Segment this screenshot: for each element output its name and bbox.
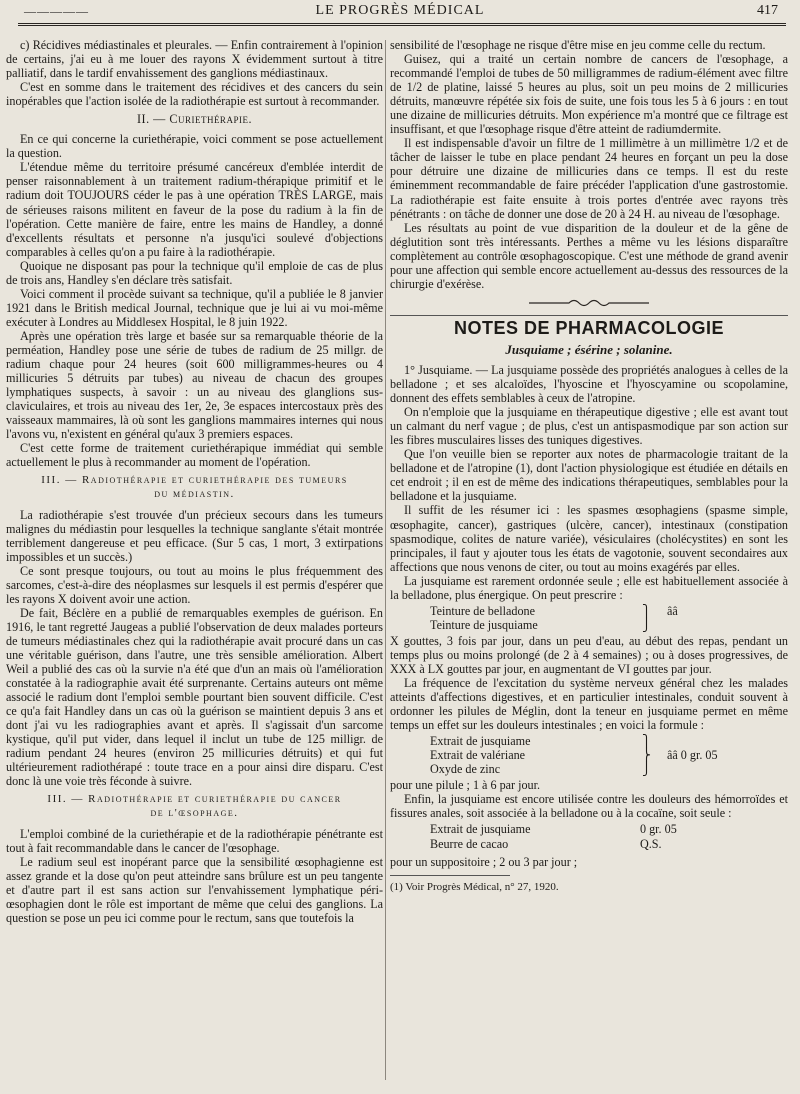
paragraph: Enfin, la jusquiame est encore utilisée contre les douleurs des hémorroïdes et fissures anales, soit associée à la belladone ou à la cocaïne, soit seule : xyxy=(390,792,788,821)
column-divider xyxy=(385,40,386,1080)
paragraph: On n'emploie que la jusquiame en thérapeutique digestive ; elle est avant tout un calmant du nerf vague ; de plus, c'est un antispasmodique par son action sur les fibres musculaires lisses des tuniques digestives. xyxy=(390,405,788,448)
formula-quantity: Q.S. xyxy=(640,836,662,851)
paragraph: C'est en somme dans le traitement des récidives et des cancers du sein inopérables que l'action isolée de la radiothérapie est surtout à recommander. xyxy=(6,80,383,109)
page-number: 417 xyxy=(757,3,778,18)
paragraph: Le radium seul est inopérant parce que la sensibilité œsophagienne est assez grande et la dose qu'on peut atteindre sans brûlure est un peu tangente et d'autre part il est sans action sur l'envahissement lymphatique péri-œsophagien dont le rôle est important de même que celui des ganglions. La question se pose un peu ici comme pour le rectum, sans que toutefois la xyxy=(6,854,383,925)
section-heading-cont: de l'œsophage. xyxy=(150,807,239,820)
formula-ingredient: Oxyde de zinc xyxy=(430,762,501,777)
formula-quantity: ââ xyxy=(667,603,678,618)
prescription-formula xyxy=(430,822,788,850)
journal-title: LE PROGRÈS MÉDICAL xyxy=(315,3,485,18)
formula-quantity: ââ 0 gr. 05 xyxy=(667,748,718,763)
paragraph: Après une opération très large et basée sur sa remarquable théorie de la perméation, Handley pose une série de tubes de radium de 25 millgr. de radium chaque pour 24 heures (soit 600 milligrammes-heures ou 4 millicuries 5 détruits par tubes) au niveau de chacun des groupes lymphatiques suspects, à savoir : un au niveau des glanglions sus-claviculaires, et trois au niveau des 1er, 2e, 3e espaces intercostaux près des vaisseaux mammaires, là où sont les ganglions mammaires internes qui nous l'avons vu, n'existent en général qu'aux 3 premiers espaces. xyxy=(6,328,383,442)
footnote-rule xyxy=(390,875,510,876)
paragraph: La radiothérapie s'est trouvée d'un précieux secours dans les tumeurs malignes du médiastin pour lesquelles la technique sanglante s'était montrée terriblement dangereuse et peu efficace. (Sur 5 cas, 1 mort, 3 extirpations impossibles et un succès.) xyxy=(6,507,383,564)
header-left-rule-text: ————— xyxy=(24,4,89,18)
paragraph: 1° Jusquiame. — La jusquiame possède des propriétés analogues à celles de la belladone ; et ses alcaloïdes, l'hyoscine et l'hyoscyamine ou scopolamine, donnent des effets semblables à ceux de l'atropine. xyxy=(390,362,788,406)
formula-ingredient: Extrait de jusquiame xyxy=(430,734,531,749)
paragraph: La jusquiame est rarement ordonnée seule ; elle est habituellement associée à la belladone, plus énergique. On peut prescrire : xyxy=(390,573,788,602)
paragraph: Quoique ne disposant pas pour la technique qu'il emploie de cas de plus de trois ans, Handley s'en déclare très satisfait. xyxy=(6,258,383,287)
paragraph: Il suffit de les résumer ici : les spasmes œsophagiens (spasme simple, œsophagite, cancer), gastriques (ulcère, cancer), intestinaux (constipation spasmodique, colites de nature variée), vésiculaires (cholécystites) en sont les principales, il faut y ajouter tous les états de vagotonie, souvent secondaires aux affections que nous venons de citer, ou tout au moins exagérés par elles. xyxy=(390,503,788,574)
paragraph: La fréquence de l'excitation du système nerveux général chez les malades atteints d'affections digestives, et en particulier intestinales, conduit souvent à ordonner les pilules de Méglin, dont la teneur en jusquiame permet en même temps un effet sur les douleurs intestinales ; en voici la formule : xyxy=(390,676,788,733)
section-heading: II. — Curiethérapie. xyxy=(137,112,252,127)
paragraph: Les résultats au point de vue disparition de la douleur et de la gêne de déglutition sont très intéressants. Perthes a même vu les lésions disparaître complètement au contrôle œsophagoscopique. C'est une méthode de grand avenir pour une affection qui semble encore actuellement au-dessus des ressources de la chirurgie d'exérèse. xyxy=(390,220,788,291)
paragraph: L'étendue même du territoire présumé cancéreux d'emblée interdit de penser raisonnablement à un traitement radium-thérapique primitif et le radium doit TOUJOURS céder le pas à une opération TRÈS LARGE, mais de sérieuses raisons militent en faveur de la pose du radium à la fin de l'opération. Cette manière de faire, entre les mains de Handley, a donné d'excellents résultats et personne n'a jusqu'ici soulevé d'objections comparables à celles qu'on a pu faire à la radiothérapie. xyxy=(6,160,383,259)
paragraph: C'est cette forme de traitement curiethérapique immédiat qui semble actuellement le plus à recommander au moment de l'opération. xyxy=(6,441,383,470)
paragraph: pour un suppositoire ; 2 ou 3 par jour ; xyxy=(390,854,578,869)
formula-quantity: 0 gr. 05 xyxy=(640,822,677,837)
paragraph: En ce qui concerne la curiethérapie, voici comment se pose actuellement la question. xyxy=(6,132,383,161)
formula-ingredient: Beurre de cacao xyxy=(430,836,509,851)
section-heading: III. — Radiothérapie et curiethérapie des tumeurs xyxy=(41,474,348,487)
section-heading-cont: du médiastin. xyxy=(154,488,235,501)
paragraph: Il est indispensable d'avoir un filtre de 1 millimètre à un millimètre 1/2 et de tâcher de laisser le tube en place pendant 24 heures en forçant un peu la dose pour détruire une dizaine de millicuries dans ce temps. Il est du reste éminemment recommandable de faire précéder l'application d'une gastrostomie. La radiothérapie est faite ensuite à trois portes d'entrée avec rayons très pénétrants : on tâche de donner une dose de 20 à 24 H. au niveau de l'œsophage. xyxy=(390,136,788,221)
paragraph: X gouttes, 3 fois par jour, dans un peu d'eau, au début des repas, pendant un temps plus ou moins prolongé (de 2 à 4 semaines) ; ou à doses progressives, de XXX à LX gouttes par jour, en augmentant de VI gouttes par jour. xyxy=(390,633,788,676)
formula-ingredient: Extrait de jusquiame xyxy=(430,822,531,837)
paragraph: Guisez, qui a traité un certain nombre de cancers de l'œsophage, a recommandé l'emploi de tubes de 50 milligrammes de radium-élément avec filtre de 1/2 de platine, laissé 5 heures au plus, soit un peu moins de 2 millicuries détruits, manœuvre répétée six fois de suite, une fois tous les 5 à 6 jours : en tout une dizaine de millicuries détruits. Mon expérience m'a montré que ce filtrage est insuffisant, et que l'œsophage risque d'être atteint de radiumdermite. xyxy=(390,52,788,137)
notes-heading: NOTES DE PHARMACOLOGIE xyxy=(390,315,788,335)
formula-ingredient: Teinture de belladone xyxy=(430,603,535,618)
paragraph: pour une pilule ; 1 à 6 par jour. xyxy=(390,778,541,793)
formula-ingredient: Extrait de valériane xyxy=(430,748,526,763)
paragraph: Voici comment il procède suivant sa technique, qu'il a publiée le 8 janvier 1921 dans le British medical Journal, technique que je lui ai vu moi-même exécuter à Londres au Middlesex Hospital, le 8 juin 1922. xyxy=(6,286,383,329)
section-heading: III. — Radiothérapie et curiethérapie du cancer xyxy=(47,793,342,806)
prescription-formula: Teinture de belladone ⎫ ââ Teinture de jusquiame ⎭ xyxy=(430,603,678,632)
paragraph: De fait, Béclère en a publié de remarquables exemples de guérison. En 1916, le tant regretté Jaugeas a publié l'observation de deux malades porteurs de tumeurs médiastinales chez qui la radiothérapie avait procuré dans un cas une véritable guérison, dans l'autre, une très sensible amélioration. Albert Weil a publié des cas où la survie n'a été que d'un an mais où l'amélioration constatée à la radiographie avait été surprenante. Certains auteurs ont même associé le radium dont l'emploi semble pourtant bien souvent difficile. C'est ce qu'a fait Handley dans un cas où la guérison se maintient depuis 3 ans et dont j'ai vu les radiographies avant et après. Il s'agissait d'un sarcome kystique, qu'il put vider, dans lequel il inclut un tube de 125 milligr. de radium pendant 24 heures (environ 25 millicuries détruits) et qui fut ultérieurement radiothérapé : toute trace en a pour ainsi dire disparu. C'est donc là une voie très féconde à suivre. xyxy=(6,605,383,789)
header-rule xyxy=(18,23,786,26)
page-header xyxy=(0,0,800,30)
ornament-divider xyxy=(390,297,788,311)
paragraph: Ce sont presque toujours, ou tout au moins le plus fréquemment des sarcomes, c'est-à-dire des néoplasmes sur lesquels il est permis d'espérer que les rayons X doivent avoir une action. xyxy=(6,563,383,606)
paragraph: c) Récidives médiastinales et pleurales. — Enfin contrairement à l'opinion de certains, j'ai eu à me louer des rayons X évidemment surtout à titre palliatif, dans le tardif envahissement des ganglions médiastinaux. xyxy=(6,38,383,81)
notes-subtitle: Jusquiame ; ésérine ; solanine. xyxy=(505,341,673,357)
paragraph: L'emploi combiné de la curiethérapie et de la radiothérapie pénétrante est tout à fait recommandable dans le cancer de l'œsophage. xyxy=(6,826,383,855)
paragraph: Que l'on veuille bien se reporter aux notes de pharmacologie traitant de la belladone et de l'atropine (1), dont l'action physiologique est étudiée en détails en cet endroit ; il en est de même des indications thérapeutiques, semblables pour la belladone et la jusquiame. xyxy=(390,447,788,504)
paragraph: sensibilité de l'œsophage ne risque d'être mise en jeu comme celle du rectum. xyxy=(390,38,766,52)
right-column xyxy=(390,38,788,894)
prescription-formula: Extrait de jusquiame ⎫ Extrait de valériane ⎬ ââ 0 gr. 05 Oxyde de zinc ⎭ xyxy=(430,734,718,777)
left-column xyxy=(6,38,383,925)
formula-ingredient: Teinture de jusquiame xyxy=(430,617,538,632)
footnote: (1) Voir Progrès Médical, n° 27, 1920. xyxy=(390,880,559,893)
